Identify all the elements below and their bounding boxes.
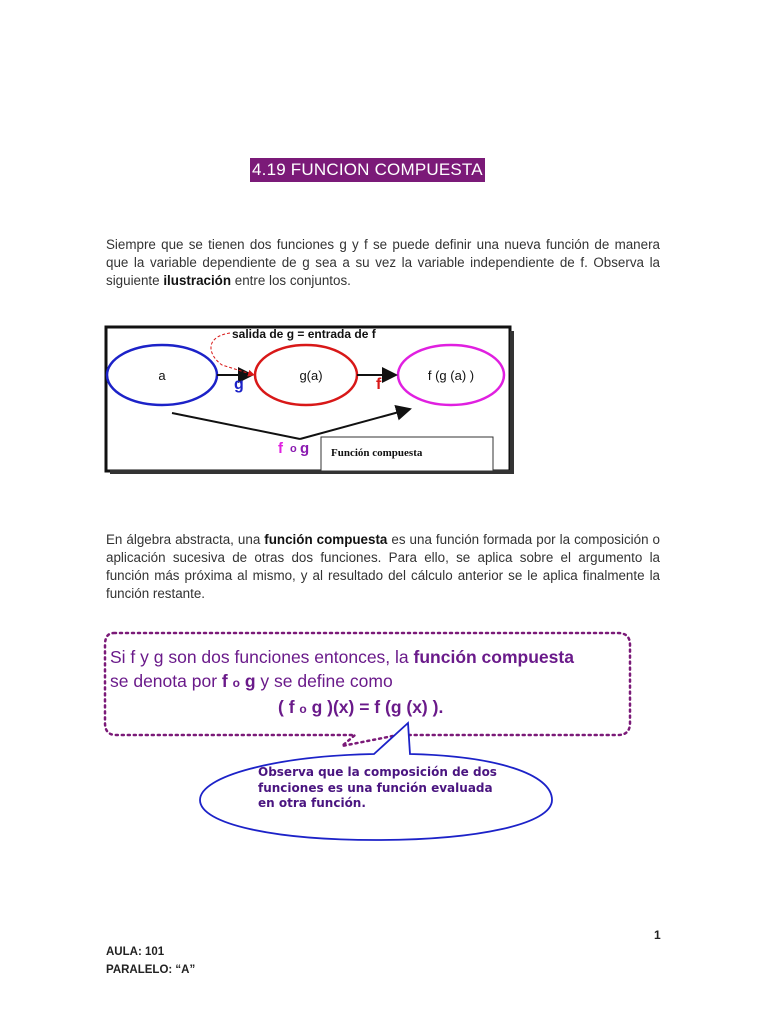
set-ga-label: g(a) bbox=[299, 368, 323, 383]
callout-line-1: Si f y g son dos funciones entonces, la función compuesta bbox=[110, 647, 574, 667]
set-a-label: a bbox=[158, 368, 166, 383]
bubble-text: Observa que la composición de dos funciones es una función evaluada en otra función. bbox=[258, 765, 497, 810]
arrow-g-label: g bbox=[234, 376, 244, 393]
callout-text bbox=[110, 645, 630, 721]
composite-g-label: g bbox=[300, 440, 310, 457]
callout-bold: función compuesta bbox=[413, 647, 574, 667]
definition-bold: función compuesta bbox=[264, 532, 388, 547]
composite-o-label: o bbox=[290, 443, 297, 455]
arrow-f-label: f bbox=[376, 376, 382, 393]
intro-bold: ilustración bbox=[163, 273, 232, 288]
page-number: 1 bbox=[654, 928, 661, 942]
definition-text: En álgebra abstracta, una bbox=[106, 532, 265, 547]
set-fga-label: f (g (a) ) bbox=[427, 368, 475, 383]
intro-paragraph bbox=[106, 236, 660, 290]
page-title: 4.19 FUNCION COMPUESTA bbox=[250, 158, 485, 182]
caption-text: Función compuesta bbox=[331, 447, 423, 459]
intro-text-end: entre los conjuntos. bbox=[231, 273, 351, 288]
callout-line-2: se denota por f o g y se define como bbox=[110, 671, 393, 691]
definition-paragraph bbox=[106, 531, 660, 603]
intro-text: Siempre que se tienen dos funciones g y f se puede definir una nueva función de manera que la variable dependiente de g sea a su vez la variable independiente de f. Observa la siguiente bbox=[106, 237, 660, 288]
composition-formula: ( f o g )(x) = f (g (x) ). bbox=[278, 697, 444, 717]
footer-aula: AULA: 101 bbox=[106, 946, 165, 958]
composition-diagram bbox=[104, 325, 515, 475]
footer-paralelo: PARALELO: “A” bbox=[106, 964, 196, 976]
composite-f-label: f bbox=[278, 440, 283, 457]
definition-text-end: es una función formada por la composición o aplicación sucesiva de otras dos funciones. Para ello, se aplica sobre el argumento la función más próxima al mismo, y al resultado del cálculo anterior se le aplica finalmente la función restante. bbox=[106, 532, 660, 601]
note-text: salida de g = entrada de f bbox=[232, 327, 376, 341]
